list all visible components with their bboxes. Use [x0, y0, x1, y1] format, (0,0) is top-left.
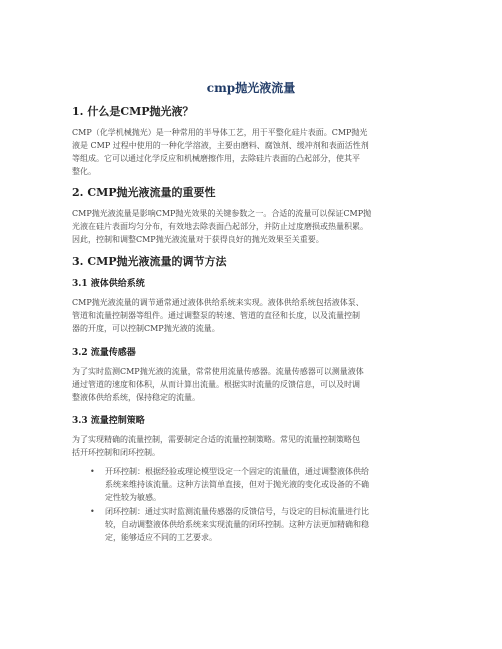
text-line: CMP抛光液流量是影响CMP抛光效果的关键参数之一。合适的流量可以保证CMP抛	[72, 209, 372, 218]
text-line: 等组成。它可以通过化学反应和机械磨擦作用，去除硅片表面的凸起部分，使其平	[72, 154, 360, 163]
text-line: 较，自动调整液体供给系统来实现流量的闭环控制。这种方法更加精确和稳	[105, 520, 369, 529]
text-line: CMP（化学机械抛光）是一种常用的半导体工艺，用于平整化硅片表面。CMP抛光	[72, 128, 368, 137]
text-line: 闭环控制：通过实时监测流量传感器的反馈信号，与设定的目标流量进行比	[105, 507, 369, 516]
text-line: 整液体供给系统，保持稳定的流量。	[72, 393, 200, 402]
text-line: 开环控制：根据经验或理论模型设定一个固定的流量值，通过调整液体供给	[105, 467, 369, 476]
bullet-icon: •	[90, 507, 95, 516]
text-line: CMP抛光液流量的调节通常通过液体供给系统来实现。液体供给系统包括液体泵、	[72, 298, 364, 307]
subsection-3-1-paragraph	[72, 296, 412, 335]
subsection-3-1-heading: 3.1 液体供给系统	[72, 279, 145, 289]
subsection-3-3-heading: 3.3 流量控制策略	[72, 416, 145, 426]
section-1-heading: 1. 什么是CMP抛光液？	[72, 105, 194, 118]
subsection-3-2-paragraph	[72, 365, 412, 404]
text-line: 光液在硅片表面均匀分布，有效地去除表面凸起部分，并防止过度磨损或热量积累。	[72, 222, 368, 231]
text-line: 为了实现精确的流量控制，需要制定合适的流量控制策略。常见的流量控制策略包	[72, 435, 360, 444]
text-line: 管道和流量控制器等组件。通过调整泵的转速、管道的直径和长度，以及流量控制	[72, 311, 360, 320]
list-item-text	[105, 505, 369, 544]
text-line: 整化。	[72, 167, 96, 176]
section-2-paragraph	[72, 207, 412, 246]
text-line: 器的开度，可以控制CMP抛光液的流量。	[72, 324, 220, 333]
subsection-3-3-paragraph	[72, 433, 412, 459]
list-item-text	[105, 465, 369, 504]
text-line: 因此，控制和调整CMP抛光液流量对于获得良好的抛光效果至关重要。	[72, 235, 324, 244]
text-line: 定性较为敏感。	[105, 493, 161, 502]
text-line: 通过管道的速度和体积，从而计算出流量。根据实时流量的反馈信息，可以及时调	[72, 380, 360, 389]
bullet-icon: •	[90, 467, 95, 476]
text-line: 定，能够适应不同的工艺要求。	[105, 533, 217, 542]
section-3-heading: 3. CMP抛光液流量的调节方法	[72, 255, 227, 268]
section-1-paragraph	[72, 126, 412, 178]
text-line: 括开环控制和闭环控制。	[72, 448, 160, 457]
text-line: 为了实时监测CMP抛光液的流量，常常使用流量传感器。流量传感器可以测量液体	[72, 367, 364, 376]
text-line: 液是 CMP 过程中使用的一种化学溶液，主要由磨料、腐蚀剂、缓冲剂和表面活性剂	[72, 141, 369, 150]
section-2-heading: 2. CMP抛光液流量的重要性	[72, 186, 216, 199]
page-title: cmp抛光液流量	[206, 81, 296, 95]
subsection-3-2-heading: 3.2 流量传感器	[72, 348, 136, 358]
text-line: 系统来维持该流量。这种方法简单直接，但对于抛光液的变化或设备的不确	[105, 480, 369, 489]
